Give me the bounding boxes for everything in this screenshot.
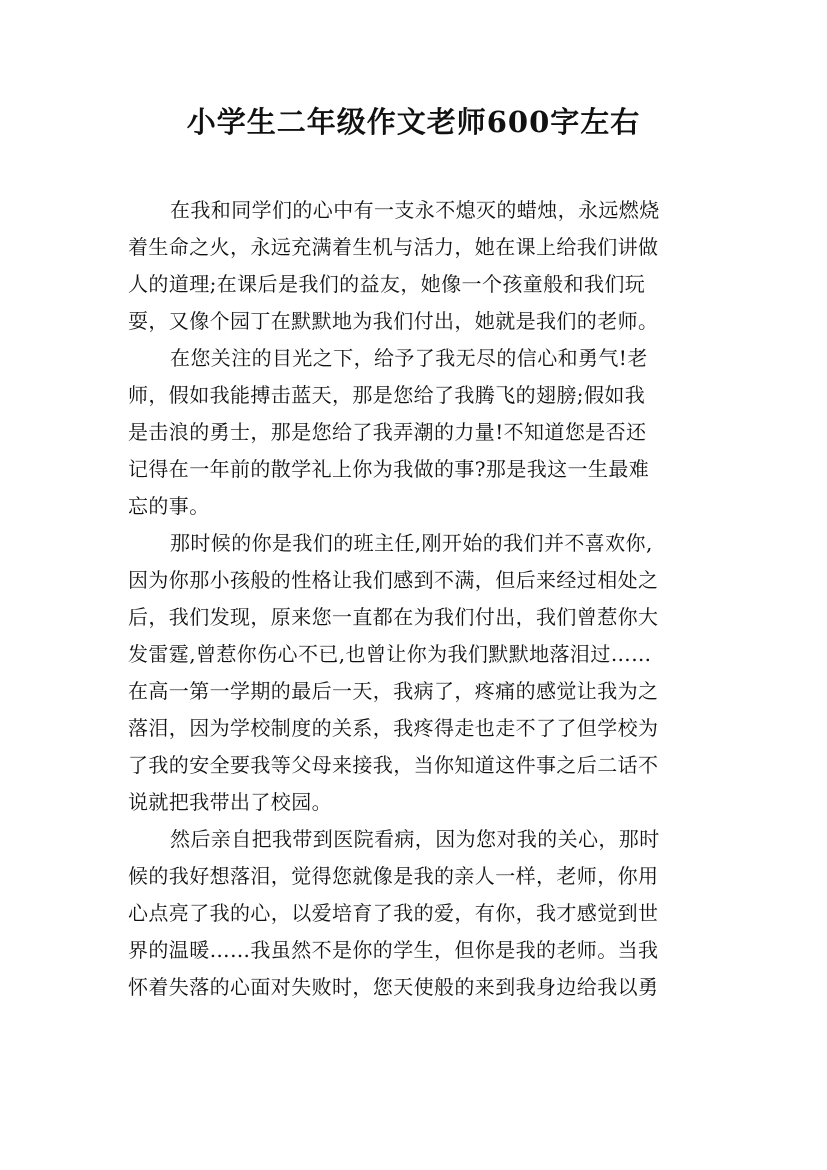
text-line: 发雷霆,曾惹你伤心不已,也曾让你为我们默默地落泪过…… xyxy=(128,642,652,666)
text-line: 忘的事。 xyxy=(128,494,210,518)
text-line: 人的道理;在课后是我们的益友，她像一个孩童般和我们玩 xyxy=(128,272,646,296)
text-line: 在高一第一学期的最后一天，我病了，疼痛的感觉让我为之 xyxy=(128,679,659,703)
text-line: 着生命之火，永远充满着生机与活力，她在课上给我们讲做 xyxy=(128,235,659,259)
text-line: 说就把我带出了校园。 xyxy=(128,790,332,814)
text-line: 了我的安全要我等父母来接我，当你知道这件事之后二话不 xyxy=(128,753,659,777)
text-line: 师，假如我能搏击蓝天，那是您给了我腾飞的翅膀;假如我 xyxy=(128,383,646,407)
text-line: 在我和同学们的心中有一支永不熄灭的蜡烛，永远燃烧 xyxy=(170,198,660,222)
text-line: 因为你那小孩般的性格让我们感到不满，但后来经过相处之 xyxy=(128,568,659,592)
text-line: 在您关注的目光之下，给予了我无尽的信心和勇气!老 xyxy=(170,346,648,370)
text-line: 然后亲自把我带到医院看病，因为您对我的关心，那时 xyxy=(170,827,660,851)
text-line: 后，我们发现，原来您一直都在为我们付出，我们曾惹你大 xyxy=(128,605,659,629)
document-title: 小学生二年级作文老师600字左右 xyxy=(186,105,641,139)
text-line: 耍，又像个园丁在默默地为我们付出，她就是我们的老师。 xyxy=(128,309,659,333)
text-line: 落泪，因为学校制度的关系，我疼得走也走不了了但学校为 xyxy=(128,716,659,740)
text-line: 是击浪的勇士，那是您给了我弄潮的力量!不知道您是否还 xyxy=(128,420,647,444)
document-body xyxy=(128,192,706,1006)
text-line: 候的我好想落泪，觉得您就像是我的亲人一样，老师，你用 xyxy=(128,864,659,888)
text-line: 记得在一年前的散学礼上你为我做的事?那是我这一生最难 xyxy=(128,457,650,481)
text-line: 界的温暖……我虽然不是你的学生，但你是我的老师。当我 xyxy=(128,938,659,962)
text-line: 怀着失落的心面对失败时，您天使般的来到我身边给我以勇 xyxy=(128,975,659,999)
text-line: 心点亮了我的心，以爱培育了我的爱，有你，我才感觉到世 xyxy=(128,901,659,925)
text-line: 那时候的你是我们的班主任,刚开始的我们并不喜欢你, xyxy=(170,531,653,555)
